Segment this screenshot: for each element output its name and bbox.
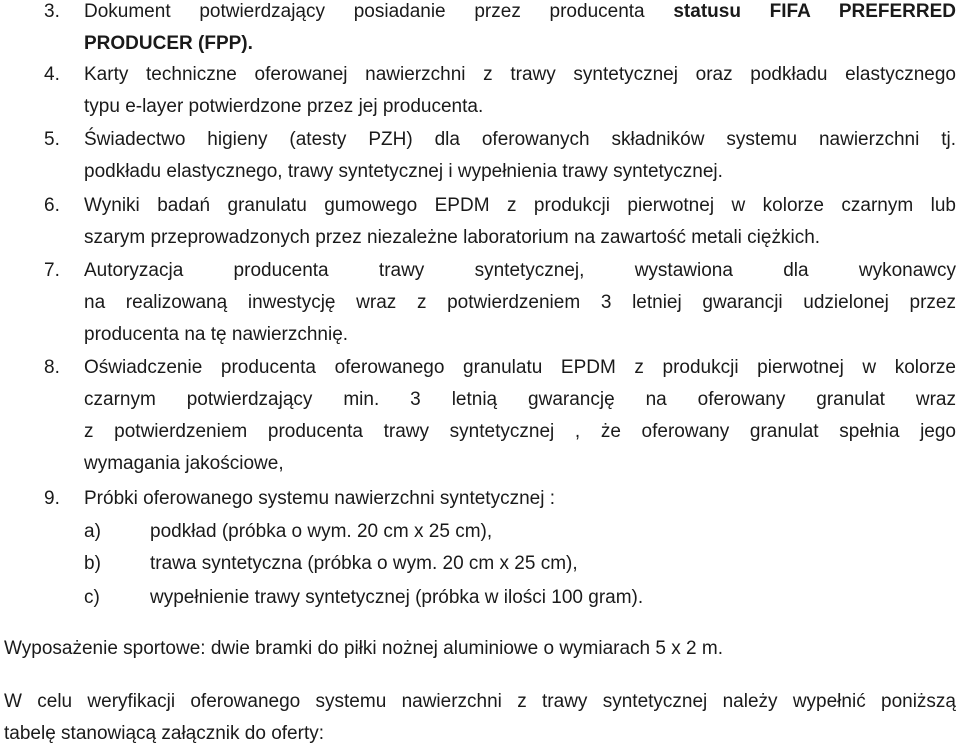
list-item-text: [84, 352, 956, 480]
list-item-text: [84, 190, 956, 254]
list-number: 3.: [44, 1, 60, 22]
paragraph-line: tabelę stanowiącą załącznik do oferty:: [4, 723, 325, 744]
list-item-line: typu e-layer potwierdzone przez jej producenta.: [84, 96, 484, 117]
list-item-text: [84, 0, 956, 60]
list-item-text: [84, 483, 956, 515]
list-item-line: z potwierdzeniem producenta trawy syntetycznej , że oferowany granulat spełnia jego: [84, 421, 956, 442]
list-item-line: producenta na tę nawierzchnię.: [84, 324, 349, 345]
list-item-text: [84, 59, 956, 123]
list-item-line: Oświadczenie producenta oferowanego granulatu EPDM z produkcji pierwotnej w kolorze: [84, 357, 956, 378]
list-item-text: [84, 255, 956, 351]
list-item-line: [84, 28, 956, 60]
sub-item-label: a): [84, 521, 101, 542]
sub-item-text: podkład (próbka o wym. 20 cm x 25 cm),: [150, 521, 493, 542]
list-item-line: Świadectwo higieny (atesty PZH) dla oferowanych składników systemu nawierzchni tj.: [84, 129, 956, 150]
list-number: 8.: [44, 357, 60, 378]
bold-text: PRODUCER (FPP).: [84, 33, 253, 54]
sub-item-label: b): [84, 553, 101, 574]
list-item-line: Wyniki badań granulatu gumowego EPDM z produkcji pierwotnej w kolorze czarnym lub: [84, 195, 956, 216]
list-item-line: Autoryzacja producenta trawy syntetycznej, wystawiona dla wykonawcy: [84, 260, 956, 281]
list-item-line: wymagania jakościowe,: [84, 453, 284, 474]
list-item-text: [84, 124, 956, 188]
list-item-line: podkładu elastycznego, trawy syntetycznej i wypełnienia trawy syntetycznej.: [84, 161, 723, 182]
list-number: 6.: [44, 195, 60, 216]
list-item-line: szarym przeprowadzonych przez niezależne laboratorium na zawartość metali ciężkich.: [84, 227, 821, 248]
sub-item-label: c): [84, 587, 100, 608]
list-item-line: Karty techniczne oferowanej nawierzchni z trawy syntetycznej oraz podkładu elastycznego: [84, 64, 956, 85]
list-number: 5.: [44, 129, 60, 150]
bold-text: statusu FIFA PREFERRED: [673, 1, 956, 22]
sub-item-text: trawa syntetyczna (próbka o wym. 20 cm x 25 cm),: [150, 553, 578, 574]
verification-paragraph: [4, 686, 956, 750]
list-item-line: czarnym potwierdzający min. 3 letnią gwarancję na oferowany granulat wraz: [84, 389, 956, 410]
list-number: 9.: [44, 488, 60, 509]
list-item-line: Próbki oferowanego systemu nawierzchni syntetycznej :: [84, 488, 556, 509]
list-number: 7.: [44, 260, 60, 281]
list-number: 4.: [44, 64, 60, 85]
paragraph-line: W celu weryfikacji oferowanego systemu nawierzchni z trawy syntetycznej należy wypełnić poniższą: [4, 691, 956, 712]
equipment-paragraph: Wyposażenie sportowe: dwie bramki do piłki nożnej aluminiowe o wymiarach 5 x 2 m.: [4, 638, 723, 659]
sub-item-text: wypełnienie trawy syntetycznej (próbka w ilości 100 gram).: [150, 587, 644, 608]
list-item-line: na realizowaną inwestycję wraz z potwierdzeniem 3 letniej gwarancji udzielonej przez: [84, 292, 956, 313]
list-item-line: Dokument potwierdzający posiadanie przez producenta statusu FIFA PREFERRED: [84, 1, 956, 22]
